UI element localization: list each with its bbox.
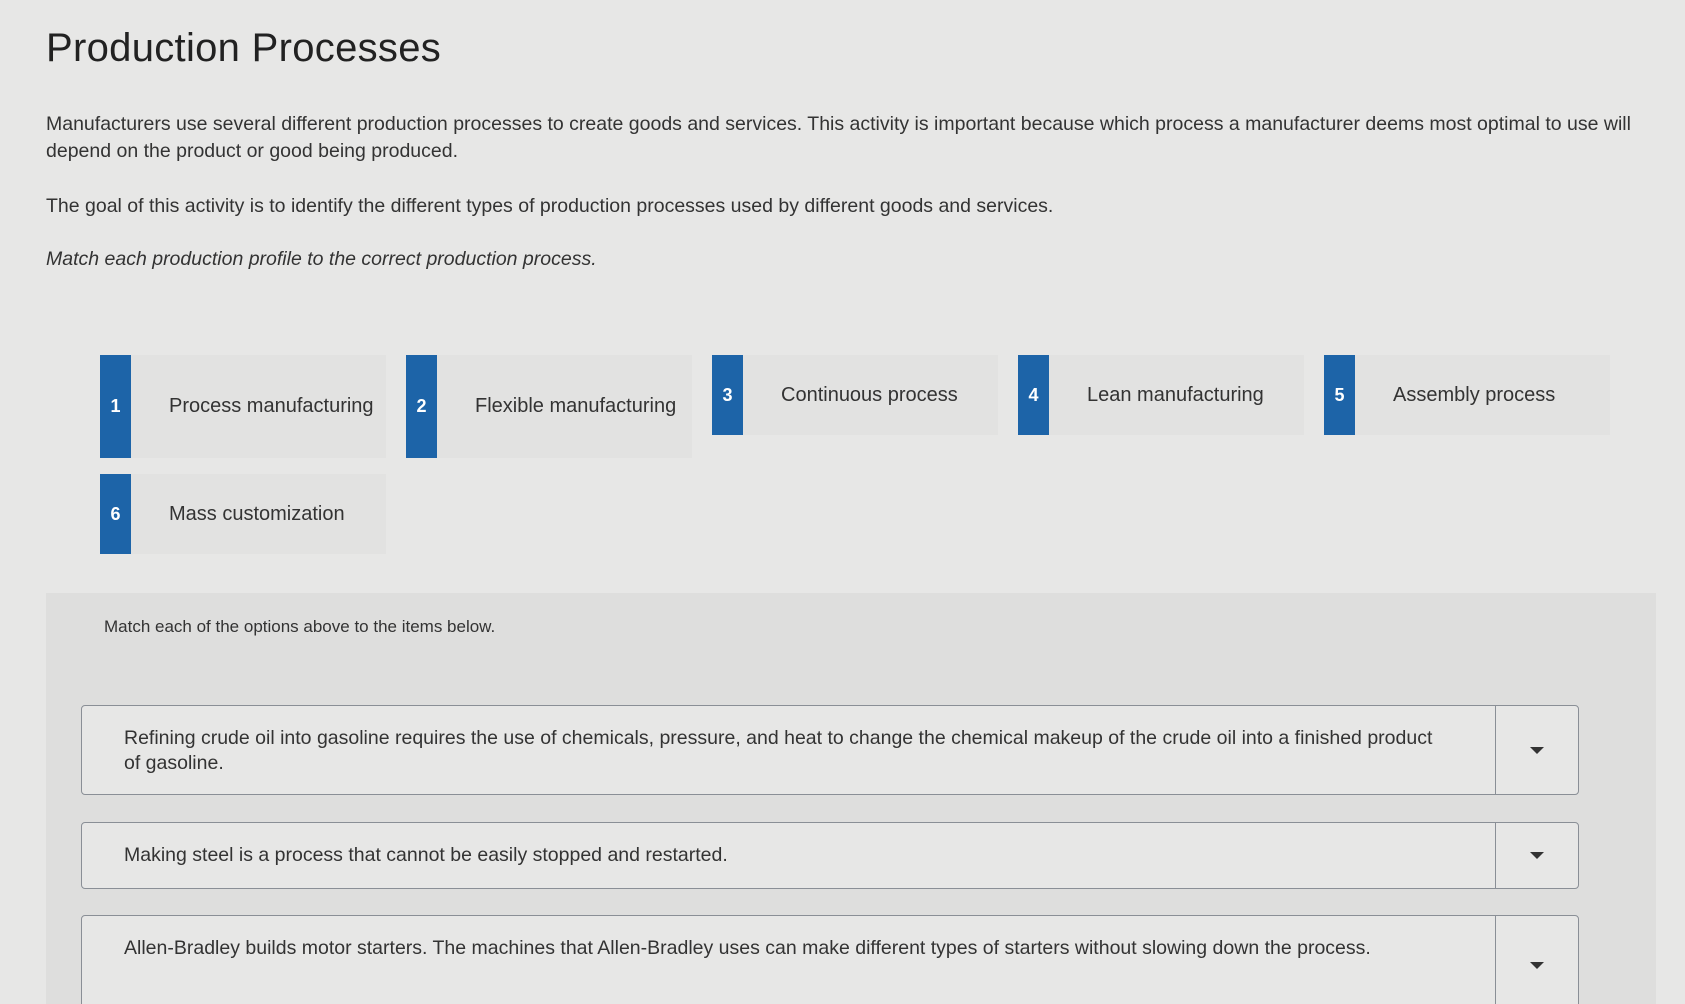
match-item-3[interactable]: [81, 915, 1579, 1004]
option-number-badge: 5: [1324, 355, 1355, 435]
match-item-2[interactable]: [81, 822, 1579, 889]
option-card-3[interactable]: [712, 355, 1018, 435]
option-card-4[interactable]: [1018, 355, 1324, 435]
option-label: Assembly process: [1355, 355, 1610, 435]
match-dropdown[interactable]: [1495, 916, 1578, 1004]
match-item-text: Refining crude oil into gasoline requires the use of chemicals, pressure, and heat to change the chemical makeup of the crude oil into a finished product of gasoline.: [124, 727, 1433, 774]
match-panel: [46, 593, 1656, 1004]
chevron-down-icon: [1530, 852, 1544, 859]
option-number-badge: 2: [406, 355, 437, 458]
option-label: Process manufacturing: [131, 355, 386, 458]
option-card-2[interactable]: [406, 355, 712, 458]
option-card-5[interactable]: [1324, 355, 1630, 435]
option-number-badge: 4: [1018, 355, 1049, 435]
option-card-6[interactable]: [100, 474, 406, 554]
page-title: Production Processes: [46, 26, 442, 70]
option-label: Lean manufacturing: [1049, 355, 1304, 435]
option-card-1[interactable]: [100, 355, 406, 458]
option-number-badge: 3: [712, 355, 743, 435]
option-label: Mass customization: [131, 474, 386, 554]
intro-paragraph: Manufacturers use several different production processes to create goods and services. This activity is important because which process a manufacturer deems most optimal to use will depend on the product or good being produced.: [46, 113, 1631, 162]
goal-paragraph: The goal of this activity is to identify the different types of production processes used by different goods and services.: [46, 195, 1054, 217]
option-number-badge: 6: [100, 474, 131, 554]
match-dropdown[interactable]: [1495, 823, 1578, 888]
match-dropdown[interactable]: [1495, 706, 1578, 794]
option-bank: [100, 355, 1640, 554]
match-item-text: Making steel is a process that cannot be easily stopped and restarted.: [124, 844, 728, 866]
match-instructions: Match each of the options above to the items below.: [104, 617, 496, 636]
match-item-1[interactable]: [81, 705, 1579, 795]
option-label: Continuous process: [743, 355, 998, 435]
chevron-down-icon: [1530, 747, 1544, 754]
chevron-down-icon: [1530, 962, 1544, 969]
match-item-text: Allen-Bradley builds motor starters. The machines that Allen-Bradley uses can make different types of starters without slowing down the process.: [124, 937, 1371, 959]
option-number-badge: 1: [100, 355, 131, 458]
instruction-text: Match each production profile to the correct production process.: [46, 248, 597, 270]
option-label: Flexible manufacturing: [437, 355, 692, 458]
